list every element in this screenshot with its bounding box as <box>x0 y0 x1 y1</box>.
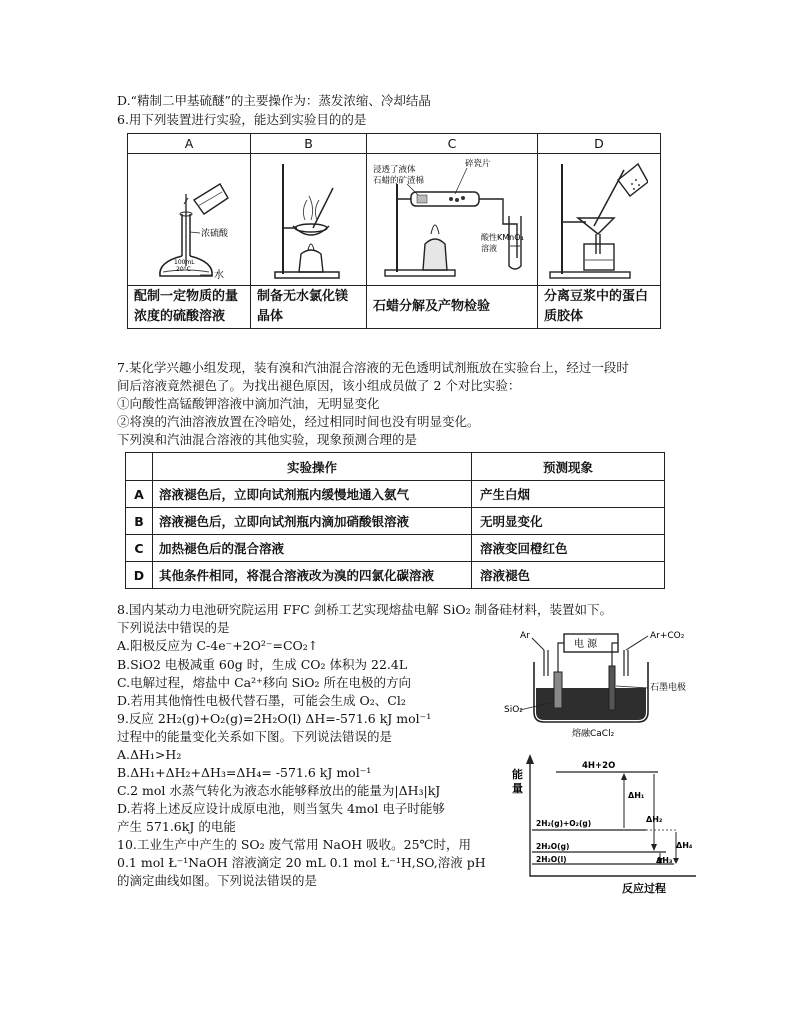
q7-table <box>125 452 665 589</box>
volumetric-flask-figure <box>128 154 250 282</box>
q10-stem-1: 10.工业生产中产生的 SO₂ 废气常用 NaOH 吸收。25℃时，用 <box>117 837 472 852</box>
level-top-label: 4H+2O <box>582 761 616 771</box>
y-axis-label-1: 能 <box>512 768 523 781</box>
q6-header-a: A <box>128 134 251 154</box>
label-melt: 熔融CaCl₂ <box>572 729 615 739</box>
q8-stem-2: 下列说法中错误的是 <box>117 620 230 635</box>
q9-option-b: B.ΔH₁+ΔH₂+ΔH₃=ΔH₄= -571.6 kJ mol⁻¹ <box>117 765 372 780</box>
label-flask-volume: 100mL <box>174 259 195 266</box>
q9-stem-2: 过程中的能量变化关系如下图。下列说法错误的是 <box>117 729 393 744</box>
q9-option-a: A.ΔH₁>H₂ <box>117 747 182 762</box>
q6-caption-c: 石蜡分解及产物检验 <box>367 286 538 329</box>
label-graphite: 石墨电极 <box>650 683 687 693</box>
q7-row-ph: 溶液褪色 <box>472 562 665 589</box>
table-row <box>126 481 665 508</box>
q8-option-b: B.SiO2 电极减重 60g 时，生成 CO₂ 体积为 22.4L <box>117 657 408 672</box>
q6-caption-a: 配制一定物质的量浓度的硫酸溶液 <box>128 286 251 329</box>
q6-header-b: B <box>251 134 367 154</box>
q7-row-op: 加热褪色后的混合溶液 <box>153 535 472 562</box>
level-vapor-label: 2H₂O(g) <box>536 842 570 851</box>
q7-stem-2: 间后溶液竟然褪色了。为找出褪色原因，该小组成员做了 2 个对比实验： <box>117 378 521 393</box>
q6-figure-c <box>367 154 538 286</box>
q7-row-label: B <box>126 508 153 535</box>
label-kmno4-1: 酸性KMnO₄ <box>481 233 524 242</box>
q9-option-d: D.若将上述反应设计成原电池，则当氢失 4mol 电子时能够 <box>117 801 445 816</box>
label-water: 水 <box>214 270 224 281</box>
dh3-label: ΔH₃ <box>656 856 673 865</box>
x-axis-label: 反应过程 <box>622 882 666 894</box>
q7-row-label: D <box>126 562 153 589</box>
label-porcelain-chips: 碎瓷片 <box>465 159 491 169</box>
q6-figure-d <box>538 154 661 286</box>
q8-option-a: A.阳极反应为 C-4e⁻+2O²⁻=CO₂↑ <box>117 638 319 653</box>
label-power: 电 源 <box>574 639 598 650</box>
q6-stem: 6.用下列装置进行实验，能达到实验目的的是 <box>117 112 367 127</box>
q8-stem-1: 8.国内某动力电池研究院运用 FFC 剑桥工艺实现熔盐电解 SiO₂ 制备硅材料，装置如下。 <box>117 602 613 617</box>
label-ar: Ar <box>520 631 530 641</box>
q7-row-label: A <box>126 481 153 508</box>
q7-row-op: 溶液褪色后，立即向试剂瓶内滴加硝酸银溶液 <box>153 508 472 535</box>
q7-row-ph: 无明显变化 <box>472 508 665 535</box>
label-sio2: SiO₂ <box>504 705 523 715</box>
q7-row-label: C <box>126 535 153 562</box>
label-conc-sulfuric: 浓硫酸 <box>201 229 229 239</box>
paraffin-cracking-figure <box>367 154 537 282</box>
q6-figure-a <box>128 154 251 286</box>
table-row <box>126 535 665 562</box>
label-ar-co2: Ar+CO₂ <box>650 631 685 641</box>
q7-exp-2: ②将溴的汽油溶液放置在冷暗处，经过相同时间也没有明显变化。 <box>117 414 480 429</box>
level-reactant-label: 2H₂(g)+O₂(g) <box>536 819 592 828</box>
q7-header-ph: 预测现象 <box>472 453 665 481</box>
label-kmno4-2: 溶液 <box>481 244 497 253</box>
energy-level-diagram <box>506 752 706 894</box>
table-row <box>126 562 665 589</box>
q9-stem-1: 9.反应 2H₂(g)+O₂(g)=2H₂O(l) ΔH=-571.6 kJ mol⁻¹ <box>117 711 432 726</box>
q6-header-c: C <box>367 134 538 154</box>
q7-row-op: 溶液褪色后，立即向试剂瓶内缓慢地通入氨气 <box>153 481 472 508</box>
q7-row-ph: 产生白烟 <box>472 481 665 508</box>
dh1-label: ΔH₁ <box>628 791 645 800</box>
q6-header-d: D <box>538 134 661 154</box>
q7-stem-1: 7.某化学兴趣小组发现，装有溴和汽油混合溶液的无色透明试剂瓶放在实验台上，经过一段时 <box>117 360 629 375</box>
q8-option-c: C.电解过程，熔盐中 Ca²⁺移向 SiO₂ 所在电极的方向 <box>117 675 411 690</box>
label-flask-temp: 20°C <box>176 266 191 273</box>
filtration-figure <box>538 154 648 282</box>
electrolysis-cell-figure <box>496 626 706 744</box>
evaporation-dish-figure <box>251 154 366 282</box>
q6-figure-b <box>251 154 367 286</box>
dh2-label: ΔH₂ <box>646 815 663 824</box>
level-liquid-label: 2H₂O(l) <box>536 855 567 864</box>
q6-caption-d: 分离豆浆中的蛋白质胶体 <box>538 286 661 329</box>
q7-header-op: 实验操作 <box>153 453 472 481</box>
q8-option-d: D.若用其他惰性电极代替石墨，可能会生成 O₂、Cl₂ <box>117 693 406 708</box>
label-cotton-1: 浸透了液体 <box>373 165 416 175</box>
q5-option-d: D.“精制二甲基硫醚”的主要操作为：蒸发浓缩、冷却结晶 <box>117 93 431 108</box>
table-row <box>126 508 665 535</box>
q7-row-ph: 溶液变回橙红色 <box>472 535 665 562</box>
q7-question: 下列溴和汽油混合溶液的其他实验，现象预测合理的是 <box>117 432 418 447</box>
label-cotton-2: 石蜡的矿渣棉 <box>373 176 425 186</box>
dh4-label: ΔH₄ <box>676 841 693 850</box>
q10-stem-3: 的滴定曲线如图。下列说法错误的是 <box>117 873 318 888</box>
q9-option-c: C.2 mol 水蒸气转化为液态水能够释放出的能量为|ΔH₃|kJ <box>117 783 441 798</box>
q7-row-op: 其他条件相同，将混合溶液改为溴的四氯化碳溶液 <box>153 562 472 589</box>
q7-header-blank <box>126 453 153 481</box>
q9-option-d-cont: 产生 571.6kJ 的电能 <box>117 819 236 834</box>
q7-exp-1: ①向酸性高锰酸钾溶液中滴加汽油，无明显变化 <box>117 396 380 411</box>
q6-caption-b: 制备无水氯化镁晶体 <box>251 286 367 329</box>
q6-apparatus-table <box>127 133 661 329</box>
y-axis-label-2: 量 <box>512 782 523 795</box>
q10-stem-2: 0.1 mol Ł⁻¹NaOH 溶液滴定 20 mL 0.1 mol Ł⁻¹H,SO,溶液 pH <box>117 855 486 870</box>
